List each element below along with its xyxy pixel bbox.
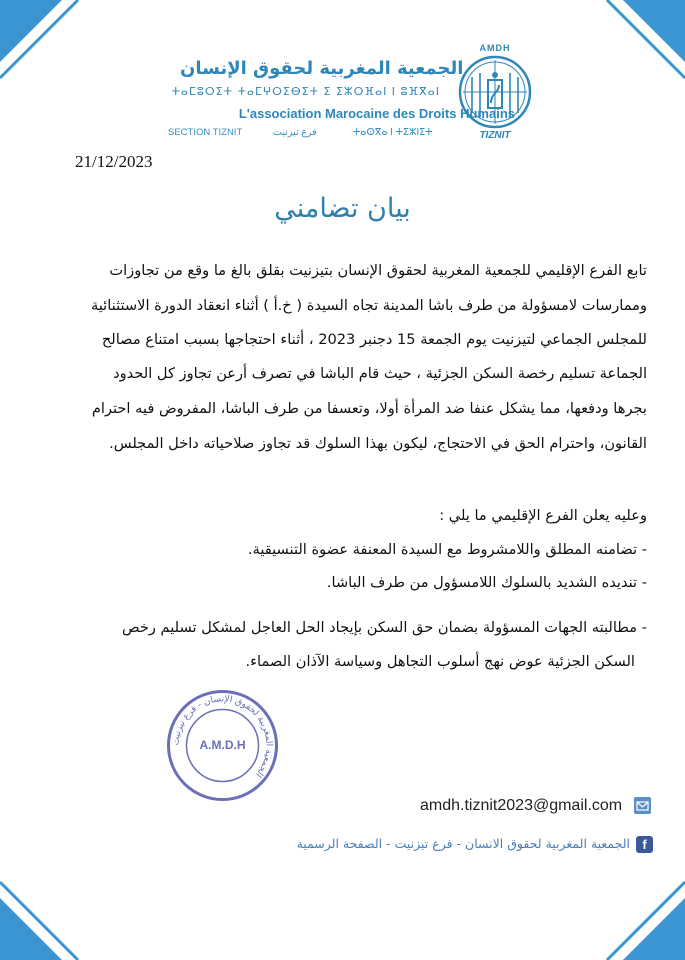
facebook-icon: f [636, 836, 653, 853]
point-item-continued: السكن الجزئية عوض نهج أسلوب التجاهل وسياسة الآذان الصماء. [245, 653, 635, 670]
point-item: - مطالبته الجهات المسؤولة بضمان حق السكن بإيجاد الحل العاجل لمشكل تسليم رخص [121, 619, 647, 636]
corner-decoration-bottom-right [595, 870, 685, 960]
corner-decoration-top-left [0, 0, 90, 90]
announce-intro: وعليه يعلن الفرع الإقليمي ما يلي : [439, 507, 647, 524]
document-date: 21/12/2023 [75, 152, 153, 171]
corner-decoration-top-right [595, 0, 685, 90]
corner-decoration-bottom-left [0, 870, 90, 960]
body-line: للمجلس الجماعي لتيزنيت يوم الجمعة 15 دجنبر 2023 ، أثناء احتجاجها بسبب امتناع مصالح [101, 331, 647, 348]
body-line: بجرها ودفعها، مما يشكل عنفا ضد المرأة أولا، وتعسفا من طرف الباشا، المفروض فيه احترام [91, 400, 647, 417]
section-arabic: فرع تيزنيت [273, 127, 317, 138]
logo-amdh-label: AMDH [479, 43, 511, 53]
section-tifinagh: ⵜⴰⵙⴳⴰ ⵏ ⵜⵉⵣⵏⵉⵜ [353, 127, 433, 138]
body-line: الجماعة تسليم رخصة السكن الجزئية ، حيث قام الباشا في تصرف أرعن تجاوز كل الحدود [113, 365, 647, 382]
mail-icon [634, 797, 651, 814]
point-item: - تنديده الشديد بالسلوك اللامسؤول من طرف الباشا. [326, 574, 647, 591]
org-name-arabic: الجمعية المغربية لحقوق الإنسان [180, 58, 464, 79]
facebook-page-link[interactable]: الجمعية المغربية لحقوق الانسان - فرع تيزنيت - الصفحة الرسمية [296, 836, 630, 851]
org-name-tifinagh: ⵜⴰⵎⵓⵔⵉⵜ ⵜⴰⵎⵖⵔⵉⴱⵉⵜ ⵉ ⵉⵣⵔⴼⴰⵏ ⵏ ⵓⴼⴳⴰⵏ [171, 85, 440, 98]
stamp-center-text: A.M.D.H [199, 738, 246, 752]
stamp-ring-text: الجمعية المغربية لحقوق الإنسان - فرع تيزنيت [171, 694, 274, 780]
document-title: بيان تضامني [274, 193, 411, 224]
body-line: تابع الفرع الإقليمي للجمعية المغربية لحقوق الإنسان بتيزنيت بقلق بالغ ما وقع من تجاوزات [109, 262, 647, 279]
body-line: وممارسات لامسؤولة من طرف باشا المدينة تجاه السيدة ( خ.أ ) أثناء انعقاد الدورة الاستثنائية [90, 297, 647, 314]
body-line: القانون، واحترام الحق في الاحتجاج، ليكون بهذا السلوك قد تجاوز صلاحياته داخل المجلس. [109, 435, 647, 452]
section-french: SECTION TIZNIT [168, 127, 243, 138]
logo-tiznit-label: TIZNIT [479, 130, 511, 141]
point-item: - تضامنه المطلق واللامشروط مع السيدة المعنفة عضوة التنسيقية. [247, 541, 647, 558]
organization-stamp [165, 688, 280, 803]
org-name-french: L'association Marocaine des Droits Humains [238, 106, 515, 121]
contact-email[interactable]: amdh.tiznit2023@gmail.com [420, 797, 623, 814]
